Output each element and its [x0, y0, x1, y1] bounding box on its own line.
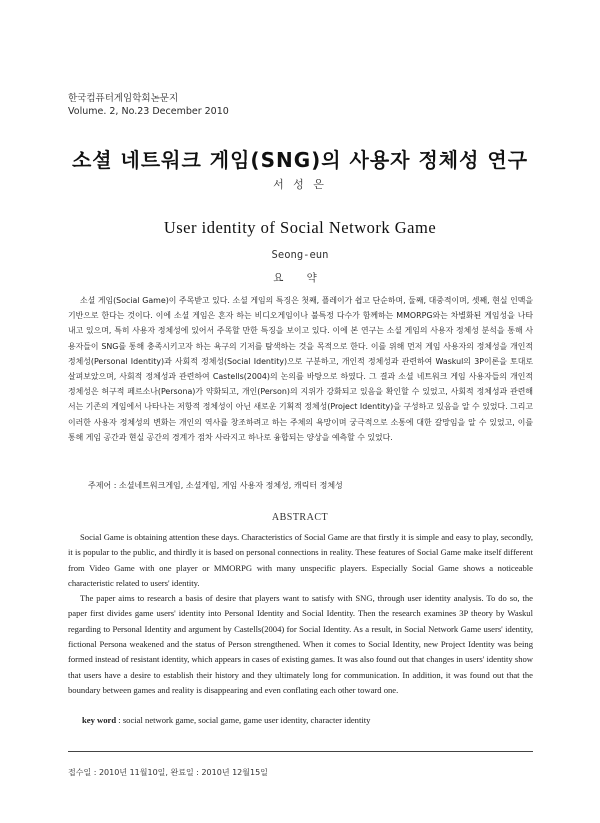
author-name-english: Seong-eun — [271, 249, 329, 261]
keywords-korean: 주제어 : 소셜네트워크게임, 소셜게임, 게임 사용자 정체성, 캐릭터 정체성 — [88, 481, 343, 490]
journal-volume: Volume. 2, No.23 December 2010 — [68, 106, 229, 117]
journal-header — [68, 92, 229, 118]
paper-title-korean: 소셜 네트워크 게임(SNG)의 사용자 정체성 연구 — [71, 148, 529, 172]
abstract-english — [68, 530, 533, 698]
keywords-english-text: : social network game, social game, game user identity, character identity — [116, 715, 371, 725]
abstract-english-paragraph: Social Game is obtaining attention these days. Characteristics of Social Game are that firstly it is simple and easy to play, secondly, it is popular to the public, and thirdly it is based on personal connections in reality. These features of Social Game make itself different from Video Game with one player or MMORPG with many unspecific players. Especially Social Game shows a noticeable characteristic related to users' identity. — [68, 532, 533, 588]
abstract-english-heading: ABSTRACT — [271, 512, 329, 523]
author-name-korean: 서 성 은 — [273, 178, 327, 191]
keywords-english-label: key word — [82, 715, 117, 725]
journal-name: 한국컴퓨터게임학회논문지 — [68, 93, 179, 104]
footnote-divider — [68, 751, 533, 752]
abstract-korean-text: 소셜 게임(Social Game)이 주목받고 있다. 소셜 게임의 특징은 첫째, 플레이가 쉽고 단순하며, 둘째, 대중적이며, 셋째, 현실 인맥을 기반으로 한다는 것이다. 이에 소셜 게임은 혼자 하는 비디오게임이나 불특정 다수가 함께하는 MMORPG와는 차별화된 게임성을 나타내고 있으며, 특히 사용자 정체성에 있어서 주목할 만한 특징을 보이고 있다. 이에 본 연구는 소셜 게임의 사용자 정체성 분석을 통해 사용자들이 SNG를 통해 충족시키고자 하는 욕구의 기저를 탐색하는 것을 목적으로 한다. 이를 위해 먼저 게임 사용자의 정체성을 개인적 정체성(Personal Identity)과 사회적 정체성(Social Identity)으로 구분하고, 개인적 정체성과 관련하여 Waskul의 3P이론을 토대로 살펴보았으며, 사회적 정체성과 관련하여 Castells(2004)의 논의를 바탕으로 하였다. 그 결과 소셜 네트워크 게임 사용자들의 개인적 정체성은 허구적 페르소나(Persona)가 약화되고, 개인(Person)의 지위가 강화되고 있음을 확인할 수 있었고, 사회적 정체성과 관련해서는 기존의 게임에서 나타나는 저항적 정체성이 아닌 새로운 기획적 정체성(Project Identity)을 구성하고 있음을 알 수 있었다. 그리고 이러한 사용자 정체성의 변화는 개인의 역사를 창조하려고 하는 주체의 욕망이며 궁극적으로 소통에 대한 갈망임을 알 수 있었고, 이를 통해 게임 공간과 현실 공간의 경계가 점차 사라지고 하나로 융합되는 양상을 예측할 수 있었다. — [68, 296, 533, 442]
abstract-korean-heading: 요 약 — [273, 272, 327, 284]
keywords-english — [82, 715, 370, 725]
abstract-english-paragraph: The paper aims to research a basis of desire that players want to satisfy with SNG, through user identity analysis. To do so, the paper first divides game users' identity into Personal Identity and Social Identity. Then the research examines 3P theory by Waskul regarding to Personal Identity and argument by Castells(2004) for Social Identity. As a result, in Social Network Game users' identity, fictional Persona weakened and the status of Person strengthened. When it comes to Social Identity, new Project Identity was being formed instead of resistant identity, which appears in cases of existing games. It was also found out that changes in users' identity show that users have a desire to establish their history and they ultimately long for communication. In addition, it was found out that the boundary between games and reality is disappearing and even conflating each other toward one. — [68, 593, 533, 695]
received-date: 접수일 : 2010년 11월10일, 완료일 : 2010년 12월15일 — [68, 768, 268, 777]
paper-title-english: User identity of Social Network Game — [163, 218, 437, 237]
